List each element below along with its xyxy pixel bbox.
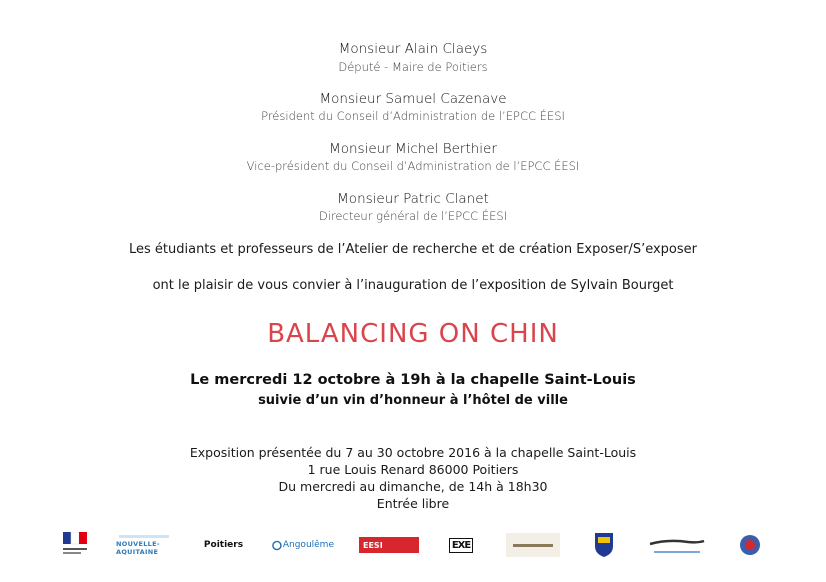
rebondir-logo [505,530,561,560]
host-2-name: Monsieur Samuel Cazenave [319,91,507,107]
host-1-name: Monsieur Alain Claeys [338,41,488,57]
blason-logo [592,530,616,560]
rebondir-logo-mark [513,544,553,547]
exe-logo [446,530,476,560]
poitiers-logo [203,530,243,560]
region-logo-text: NOUVELLE-AQUITAINE [116,539,160,556]
poitiers-logo-text: Poitiers [203,540,243,550]
host-2-role: Président du Conseil d’Administration de l’EPCC ÉESI [261,109,565,123]
info-address: 1 rue Louis Renard 86000 Poitiers [307,462,519,477]
republique-francaise-logo [62,530,88,560]
host-1-role: Député - Maire de Poitiers [338,60,488,74]
invite-line: ont le plaisir de vous convier à l’inauguration de l’exposition de Sylvain Bourget [152,278,674,293]
partner-stroke-logo [646,530,708,560]
info-dates: Exposition présentée du 7 au 30 octobre 2016 à la chapelle Saint-Louis [189,445,637,460]
region-nouvelle-aquitaine-logo [116,530,172,560]
eesi-logo-text: EESI [363,540,383,550]
eesi-logo-block [359,537,419,553]
partner-stroke-underline [654,551,700,553]
host-3-name: Monsieur Michel Berthier [329,141,497,157]
angouleme-logo [272,530,334,560]
info-hours: Du mercredi au dimanche, de 14h à 18h30 [278,479,548,494]
angouleme-logo-text: Angoulême [282,540,334,550]
exe-logo-text: EXE [449,538,473,553]
host-3-role: Vice-président du Conseil d’Administration de l’EPCC ÉESI [246,159,580,173]
round-badge-logo [737,530,763,560]
host-4-name: Monsieur Patric Clanet [337,191,489,207]
rebondir-logo-block [506,533,560,557]
info-entry: Entrée libre [376,496,450,511]
event-followup-line: suivie d’un vin d’honneur à l’hôtel de ville [258,393,568,408]
students-line: Les étudiants et professeurs de l’Atelier de recherche et de création Exposer/S’exposer [128,242,697,257]
host-4-role: Directeur général de l’EPCC ÉESI [318,209,508,223]
event-date-line: Le mercredi 12 octobre à 19h à la chapelle Saint-Louis [190,372,636,388]
exhibition-title: BALANCING ON CHIN [267,319,559,349]
region-logo-band [119,535,169,538]
eesi-logo [359,530,419,560]
